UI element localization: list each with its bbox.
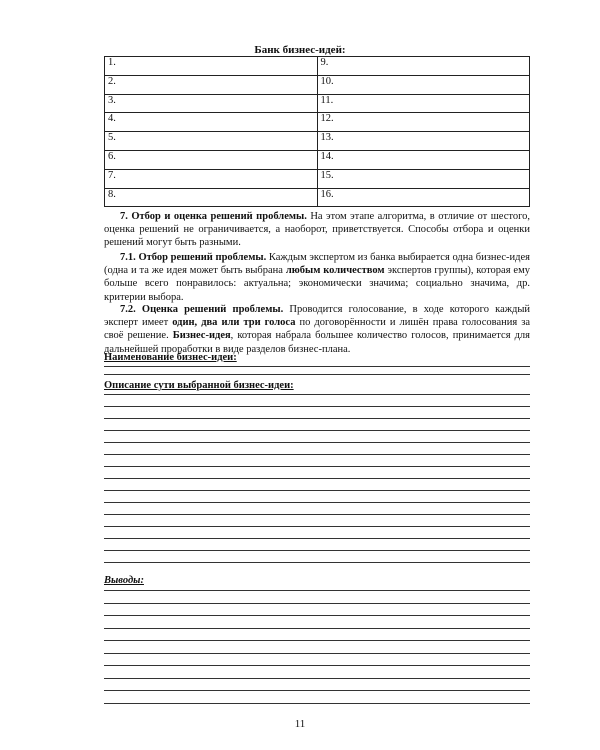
writing-line[interactable] [104, 628, 530, 629]
bank-cell-left[interactable]: 6. [105, 150, 318, 169]
section-7-1-heading: 7.1. Отбор решений проблемы. [120, 252, 267, 263]
bank-row [105, 94, 530, 113]
bank-cell-right[interactable]: 14. [317, 150, 530, 169]
writing-line[interactable] [104, 478, 530, 479]
section-7-1 [104, 251, 530, 304]
bank-row [105, 169, 530, 188]
bank-cell-left[interactable]: 3. [105, 94, 318, 113]
writing-line[interactable] [104, 690, 530, 691]
bank-cell-right[interactable]: 13. [317, 132, 530, 151]
section-7-2 [104, 303, 530, 356]
writing-line[interactable] [104, 703, 530, 704]
section-7-2-text-a: Проводится голосование, в ходе которого каждый эксперт имеет [104, 304, 530, 329]
page-number: 11 [294, 718, 306, 730]
writing-line[interactable] [104, 466, 530, 467]
writing-line[interactable] [104, 514, 530, 515]
writing-line[interactable] [104, 653, 530, 654]
idea-name-label: Наименование бизнес-идеи: [104, 352, 237, 363]
writing-line[interactable] [104, 678, 530, 679]
bank-row [105, 132, 530, 151]
bank-cell-right[interactable]: 9. [317, 57, 530, 76]
bank-cell-right[interactable]: 15. [317, 169, 530, 188]
bank-row [105, 57, 530, 76]
section-7-1-text-a: Каждым экспертом из банка выбирается одна бизнес-идея (одна и та же идея может быть выбрана [104, 252, 531, 277]
writing-line[interactable] [104, 603, 530, 604]
section-7 [104, 210, 530, 250]
bank-cell-left[interactable]: 7. [105, 169, 318, 188]
bank-cell-right[interactable]: 16. [317, 188, 530, 207]
bank-cell-left[interactable]: 4. [105, 113, 318, 132]
bank-cell-right[interactable]: 10. [317, 75, 530, 94]
bank-row [105, 150, 530, 169]
bank-cell-right[interactable]: 12. [317, 113, 530, 132]
writing-line[interactable] [104, 526, 530, 527]
bank-cell-left[interactable]: 2. [105, 75, 318, 94]
bank-title: Банк бизнес-идей: [254, 44, 346, 56]
section-7-2-text-b: по договорённости и лишён права голосования за своё решение. [104, 317, 531, 342]
conclusions-label: Выводы: [104, 575, 144, 586]
section-7-2-bold-a: один, два или три голоса [172, 317, 296, 329]
writing-line[interactable] [104, 490, 530, 491]
bank-cell-left[interactable]: 8. [105, 188, 318, 207]
writing-line[interactable] [104, 430, 530, 431]
writing-line[interactable] [104, 502, 530, 503]
bank-row [105, 188, 530, 207]
writing-line[interactable] [104, 615, 530, 616]
writing-line[interactable] [104, 394, 530, 395]
section-7-2-bold-b: Бизнес-идея [172, 330, 231, 342]
bank-cell-left[interactable]: 1. [105, 57, 318, 76]
writing-line[interactable] [104, 538, 530, 539]
writing-line[interactable] [104, 640, 530, 641]
section-7-1-bold: любым количеством [285, 265, 385, 277]
section-7-2-heading: 7.2. Оценка решений проблемы. [120, 304, 284, 315]
writing-line[interactable] [104, 562, 530, 563]
writing-line[interactable] [104, 442, 530, 443]
writing-line[interactable] [104, 550, 530, 551]
writing-line[interactable] [104, 418, 530, 419]
section-7-text: На этом этапе алгоритма, в отличие от шестого, оценка решений не ограничивается, а наоборот, приветствуется. Способы отбора и оценки решений могут быть разными. [104, 211, 531, 249]
section-7-heading: 7. Отбор и оценка решений проблемы. [120, 211, 307, 222]
ideas-bank-table [104, 56, 530, 207]
section-7-1-text-b: экспертов группы), которая ему больше всего понравилось: актуальна; экономически значима; социально значима, др. критерии выбора. [104, 265, 530, 303]
bank-row [105, 113, 530, 132]
bank-cell-right[interactable]: 11. [317, 94, 530, 113]
writing-line[interactable] [104, 374, 530, 375]
writing-line[interactable] [104, 454, 530, 455]
writing-line[interactable] [104, 665, 530, 666]
bank-cell-left[interactable]: 5. [105, 132, 318, 151]
writing-line[interactable] [104, 590, 530, 591]
writing-line[interactable] [104, 406, 530, 407]
idea-description-label: Описание сути выбранной бизнес-идеи: [104, 380, 294, 391]
writing-line[interactable] [104, 366, 530, 367]
bank-row [105, 75, 530, 94]
section-7-2-text-c: , которая набрала большее количество голосов, принимается для дальнейшей проработки в виде разделов бизнес-плана. [104, 330, 530, 355]
